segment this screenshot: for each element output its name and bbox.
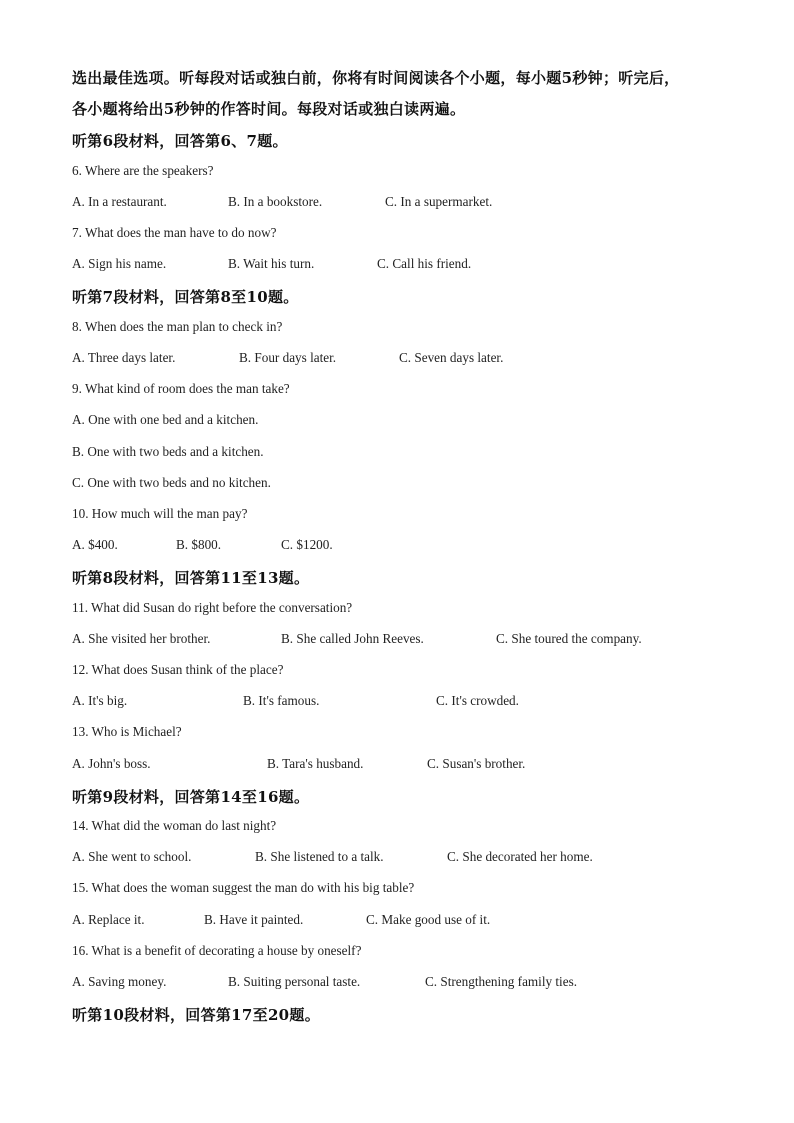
q14-option-a: A. She went to school.: [72, 849, 192, 864]
section-heading: 听第8段材料，回答第11至13题。: [72, 569, 310, 587]
q10-option-a: A. $400.: [72, 537, 118, 552]
question-8: 8. When does the man plan to check in?: [72, 319, 283, 334]
q11-option-c: C. She toured the company.: [496, 631, 642, 646]
question-11: 11. What did Susan do right before the conversation?: [72, 600, 353, 615]
q6-option-b: B. In a bookstore.: [228, 194, 323, 209]
q15-option-a: A. Replace it.: [72, 912, 145, 927]
q12-option-b: B. It's famous.: [243, 693, 320, 708]
question-6: 6. Where are the speakers?: [72, 163, 214, 178]
q9-option-b: B. One with two beds and a kitchen.: [72, 444, 264, 459]
q6-option-c: C. In a supermarket.: [385, 194, 493, 209]
q16-option-c: C. Strengthening family ties.: [425, 974, 578, 989]
q16-option-a: A. Saving money.: [72, 974, 167, 989]
q13-option-a: A. John's boss.: [72, 756, 151, 771]
question-12: 12. What does Susan think of the place?: [72, 662, 284, 677]
question-9: 9. What kind of room does the man take?: [72, 381, 290, 396]
section-heading: 听第7段材料，回答第8至10题。: [72, 288, 299, 306]
q10-option-c: C. $1200.: [281, 537, 333, 552]
question-14: 14. What did the woman do last night?: [72, 818, 277, 833]
q16-option-b: B. Suiting personal taste.: [228, 974, 361, 989]
q11-option-a: A. She visited her brother.: [72, 631, 211, 646]
q11-option-b: B. She called John Reeves.: [281, 631, 424, 646]
q14-option-c: C. She decorated her home.: [447, 849, 593, 864]
question-16: 16. What is a benefit of decorating a house by oneself?: [72, 943, 362, 958]
q14-option-b: B. She listened to a talk.: [255, 849, 384, 864]
q15-option-c: C. Make good use of it.: [366, 912, 491, 927]
q8-option-b: B. Four days later.: [239, 350, 337, 365]
q12-option-c: C. It's crowded.: [436, 693, 519, 708]
q7-option-c: C. Call his friend.: [377, 256, 472, 271]
section-heading: 听第9段材料，回答第14至16题。: [72, 788, 310, 806]
q10-option-b: B. $800.: [176, 537, 222, 552]
question-13: 13. Who is Michael?: [72, 724, 182, 739]
question-7: 7. What does the man have to do now?: [72, 225, 277, 240]
q12-option-a: A. It's big.: [72, 693, 128, 708]
intro-line-1: 选出最佳选项。听每段对话或独白前，你将有时间阅读各个小题，每小题5秒钟；听完后，: [72, 69, 680, 87]
q13-option-c: C. Susan's brother.: [427, 756, 526, 771]
q9-option-a: A. One with one bed and a kitchen.: [72, 412, 259, 427]
section-heading: 听第6段材料，回答第6、7题。: [72, 132, 288, 150]
q7-option-b: B. Wait his turn.: [228, 256, 315, 271]
q8-option-c: C. Seven days later.: [399, 350, 504, 365]
q9-option-c: C. One with two beds and no kitchen.: [72, 475, 271, 490]
q13-option-b: B. Tara's husband.: [267, 756, 364, 771]
question-10: 10. How much will the man pay?: [72, 506, 248, 521]
q6-option-a: A. In a restaurant.: [72, 194, 167, 209]
q15-option-b: B. Have it painted.: [204, 912, 304, 927]
q8-option-a: A. Three days later.: [72, 350, 176, 365]
question-15: 15. What does the woman suggest the man do with his big table?: [72, 880, 415, 895]
q7-option-a: A. Sign his name.: [72, 256, 167, 271]
intro-line-2: 各小题将给出5秒钟的作答时间。每段对话或独白读两遍。: [72, 100, 466, 118]
section-heading: 听第10段材料，回答第17至20题。: [72, 1006, 321, 1024]
